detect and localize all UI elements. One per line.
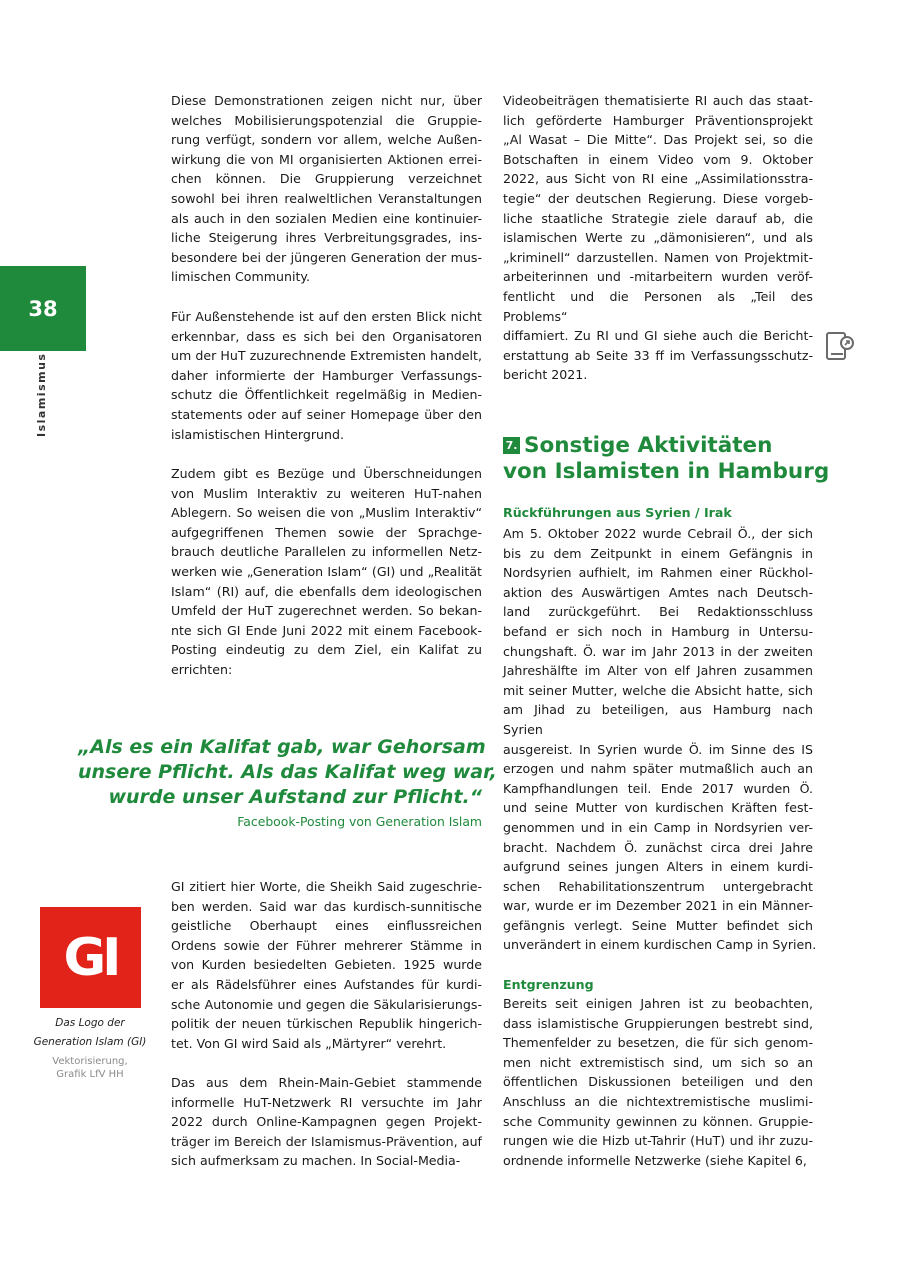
text-line: von Muslim Interaktiv zu weiteren HuT-nahen <box>171 485 482 501</box>
text-line: träger im Bereich der Islamismus-Prävention, auf <box>171 1133 482 1149</box>
left-paragraph-2 <box>171 307 482 444</box>
text-line: lich geförderte Hamburger Präventionsprojekt <box>503 112 813 128</box>
section-title-line-1: Sonstige Aktivitäten <box>524 433 773 458</box>
text-line: öffentlichen Diskussionen beteiligen und den <box>503 1074 813 1090</box>
text-line: nte sich GI Ende Juni 2022 mit einem Facebook- <box>171 622 482 638</box>
text-line: bis zu dem Zeitpunkt in einem Gefängnis in <box>503 545 813 561</box>
quote-source: Facebook-Posting von Generation Islam <box>237 814 482 829</box>
text-line: erzogen und nahm später mutmaßlich auch an <box>503 761 813 777</box>
text-line: ausgereist. In Syrien wurde Ö. im Sinne des IS <box>503 741 813 757</box>
text-line: sich aufmerksam zu machen. In Social-Media- <box>171 1153 461 1169</box>
text-line: liche staatliche Strategie ziele darauf ab, die <box>503 210 813 226</box>
right-paragraph-2 <box>503 524 817 955</box>
text-line: fentlicht und die Personen als „Teil des Problems“ <box>503 288 813 324</box>
text-line: islamistischen Hintergrund. <box>171 426 344 442</box>
text-line: befand er sich noch in Hamburg in Untersu- <box>503 623 813 639</box>
text-line: er als Rädelsführer eines Aufstandes für kurdi- <box>171 976 482 992</box>
text-line: Jahreshälfte im Alter von elf Jahren zusammen <box>503 663 813 679</box>
text-line: um der HuT zuzurechnende Extremisten handelt, <box>171 348 482 364</box>
subheading-entgrenzung: Entgrenzung <box>503 977 594 992</box>
text-line: bericht 2021. <box>503 367 588 383</box>
left-paragraph-5 <box>171 1073 482 1171</box>
text-line: Anschluss an die nichtextremistische muslimi- <box>503 1093 813 1109</box>
right-paragraph-3 <box>503 994 813 1170</box>
text-line: 2022, aus Sicht von RI eine „Assimilationsstra- <box>503 171 813 187</box>
text-line: brauch deutliche Parallelen zu informellen Netz- <box>171 544 482 560</box>
text-line: Am 5. Oktober 2022 wurde Cebrail Ö., der sich <box>503 526 813 541</box>
text-line: rung verfügt, sondern vor allem, welche Außen- <box>171 132 482 148</box>
book-reference-icon <box>823 330 857 364</box>
text-line: chungshaft. Ö. war im Jahr 2013 in der zweiten <box>503 643 813 659</box>
text-line: bracht. Nachdem Ö. zunächst circa drei Jahre <box>503 839 813 855</box>
subheading-rueckfuehrungen: Rückführungen aus Syrien / Irak <box>503 505 732 520</box>
text-line: gefängnis verlegt. Seine Mutter befindet sich <box>503 917 813 933</box>
text-line: Diese Demonstrationen zeigen nicht nur, über <box>171 93 482 108</box>
text-line: Ordens sowie der Führer mehrerer Stämme in <box>171 937 482 953</box>
text-line: aufgegriffenen Themen sowie der Sprachge- <box>171 524 482 540</box>
text-line: dass islamistische Gruppierungen bestrebt sind, <box>503 1015 813 1031</box>
text-line: men nicht extremistisch sind, um sich so an <box>503 1054 813 1070</box>
text-line: informelle HuT-Netzwerk RI versuchte im Jahr <box>171 1094 482 1110</box>
section-heading <box>503 433 829 485</box>
text-line: liche Steigerung ihres Verbreitungsgrades, ins- <box>171 230 482 246</box>
text-line: Botschaften in einem Video vom 9. Oktober <box>503 151 813 167</box>
text-line: islamischen Werte zu „dämonisieren“, und als <box>503 230 813 246</box>
text-line: Bereits seit einigen Jahren ist zu beobachten, <box>503 996 813 1011</box>
text-line: welches Mobilisierungspotenzial die Gruppie- <box>171 112 482 128</box>
text-line: tegie“ der deutschen Regierung. Diese vorgeb- <box>503 190 813 206</box>
text-line: erstattung ab Seite 33 ff im Verfassungsschutz- <box>503 347 813 363</box>
text-line: Nordsyrien aufhielt, im Rahmen einer Rückhol- <box>503 565 813 581</box>
text-line: Für Außenstehende ist auf den ersten Blick nicht <box>171 309 482 324</box>
logo-text: GI <box>63 927 118 988</box>
quote-line-1: „Als es ein Kalifat gab, war Gehorsam <box>78 736 486 758</box>
left-paragraph-1 <box>171 91 482 287</box>
logo-credit-line-1: Vektorisierung, <box>52 1056 128 1067</box>
text-line: und seine Mutter von kurdischen Kräften fest- <box>503 800 813 816</box>
text-line: schen Rehabilitationszentrum untergebracht <box>503 878 813 894</box>
section-side-label: Islamismus <box>35 352 48 437</box>
text-line: chen können. Die Gruppierung verzeichnet <box>171 171 482 187</box>
text-line: land zurückgeführt. Bei Redaktionsschluss <box>503 604 813 620</box>
text-line: sche Community gewinnen zu können. Gruppie- <box>503 1113 813 1129</box>
text-line: erkennbar, dass es sich bei den Organisatoren <box>171 328 482 344</box>
text-line: Umfeld der HuT zugerechnet werden. So bekan- <box>171 603 482 619</box>
text-line: Zudem gibt es Bezüge und Überschneidungen <box>171 466 482 481</box>
text-line: daher informierte der Hamburger Verfassungs- <box>171 367 482 383</box>
text-line: 2022 durch Online-Kampagnen gegen Projekt- <box>171 1114 482 1130</box>
section-title-line-2: von Islamisten in Hamburg <box>503 459 830 484</box>
text-line: arbeiterinnen und -mitarbeitern wurden veröf- <box>503 269 813 285</box>
text-line: Themenfelder zu besetzen, die für sich genom- <box>503 1035 813 1051</box>
text-line: tet. Von GI wird Said als „Märtyrer“ verehrt. <box>171 1035 447 1051</box>
text-line: genommen und in ein Camp in Nordsyrien ver- <box>503 819 813 835</box>
text-line: limischen Community. <box>171 269 311 285</box>
quote-line-2: unsere Pflicht. Als das Kalifat weg war, <box>78 761 497 783</box>
text-line: aufgrund seines jungen Alters in einem kurdi- <box>503 859 813 875</box>
text-line: am Jihad zu beteiligen, aus Hamburg nach Syrien <box>503 702 813 737</box>
text-line: politik der neuen türkischen Republik hingerich- <box>171 1016 482 1032</box>
text-line: Ablegern. So weisen die von „Muslim Interaktiv“ <box>171 505 482 521</box>
text-line: GI zitiert hier Worte, die Sheikh Said zugeschrie- <box>171 879 482 894</box>
text-line: Das aus dem Rhein-Main-Gebiet stammende <box>171 1075 482 1090</box>
text-line: mit seiner Mutter, welche die Absicht hatte, sich <box>503 682 813 698</box>
logo-credit-line-2: Grafik LfV HH <box>56 1069 124 1080</box>
pull-quote <box>78 735 497 810</box>
section-number-badge: 7. <box>503 437 520 454</box>
text-line: „Al Wasat – Die Mitte“. Das Projekt sei, so die <box>503 132 813 148</box>
logo-caption <box>20 1014 160 1052</box>
quote-line-3: wurde unser Aufstand zur Pflicht.“ <box>108 786 482 808</box>
text-line: „kriminell“ darzustellen. Namen von Projektmit- <box>503 249 813 265</box>
text-line: Posting eindeutig zu dem Ziel, ein Kalifat zu <box>171 642 482 658</box>
text-line: Islam“ (RI) auf, die ebenfalls dem ideologischen <box>171 583 482 599</box>
text-line: war, wurde er im Dezember 2021 in ein Männer- <box>503 898 813 914</box>
text-line: Kampfhandlungen teil. Ende 2017 wurden Ö. <box>503 780 813 796</box>
text-line: statements oder auf seiner Homepage über den <box>171 406 482 422</box>
text-line: geistliche Oberhaupt eines einflussreichen <box>171 918 482 934</box>
text-line: errichten: <box>171 661 233 677</box>
text-line: aktion des Auswärtigen Amtes nach Deutsch- <box>503 584 813 600</box>
text-line: diffamiert. Zu RI und GI siehe auch die Bericht- <box>503 328 813 344</box>
logo-caption-line-1: Das Logo der <box>55 1017 125 1029</box>
text-line: schutz die Öffentlichkeit regelmäßig in Medien- <box>171 387 482 403</box>
text-line: besondere bei der jüngeren Generation der mus- <box>171 249 482 265</box>
text-line: ben werden. Said war das kurdisch-sunnitische <box>171 898 482 914</box>
text-line: als auch in den sozialen Medien eine kontinuier- <box>171 210 482 226</box>
text-line: rungen wie die Hizb ut-Tahrir (HuT) und ihr zuzu- <box>503 1133 813 1149</box>
text-line: von Kurden besiedelten Gebieten. 1925 wurde <box>171 957 482 973</box>
logo-caption-line-2: Generation Islam (GI) <box>33 1036 147 1048</box>
left-paragraph-3 <box>171 464 482 680</box>
text-line: sowohl bei ihren realweltlichen Veranstaltungen <box>171 190 482 206</box>
page-number-tab: 38 <box>0 266 86 351</box>
text-line: unverändert in einem kurdischen Camp in Syrien. <box>503 937 817 953</box>
text-line: Videobeiträgen thematisierte RI auch das staat- <box>503 93 813 108</box>
logo-credit <box>20 1055 160 1081</box>
text-line: sche Autonomie und gegen die Säkularisierungs- <box>171 996 482 1012</box>
right-paragraph-1 <box>503 91 813 385</box>
text-line: ordnende informelle Netzwerke (siehe Kapitel 6, <box>503 1152 807 1168</box>
text-line: werken wie „Generation Islam“ (GI) und „Realität <box>171 563 482 579</box>
text-line: wirkung die von MI organisierten Aktionen errei- <box>171 151 482 167</box>
left-paragraph-4 <box>171 877 482 1053</box>
generation-islam-logo <box>40 907 141 1008</box>
